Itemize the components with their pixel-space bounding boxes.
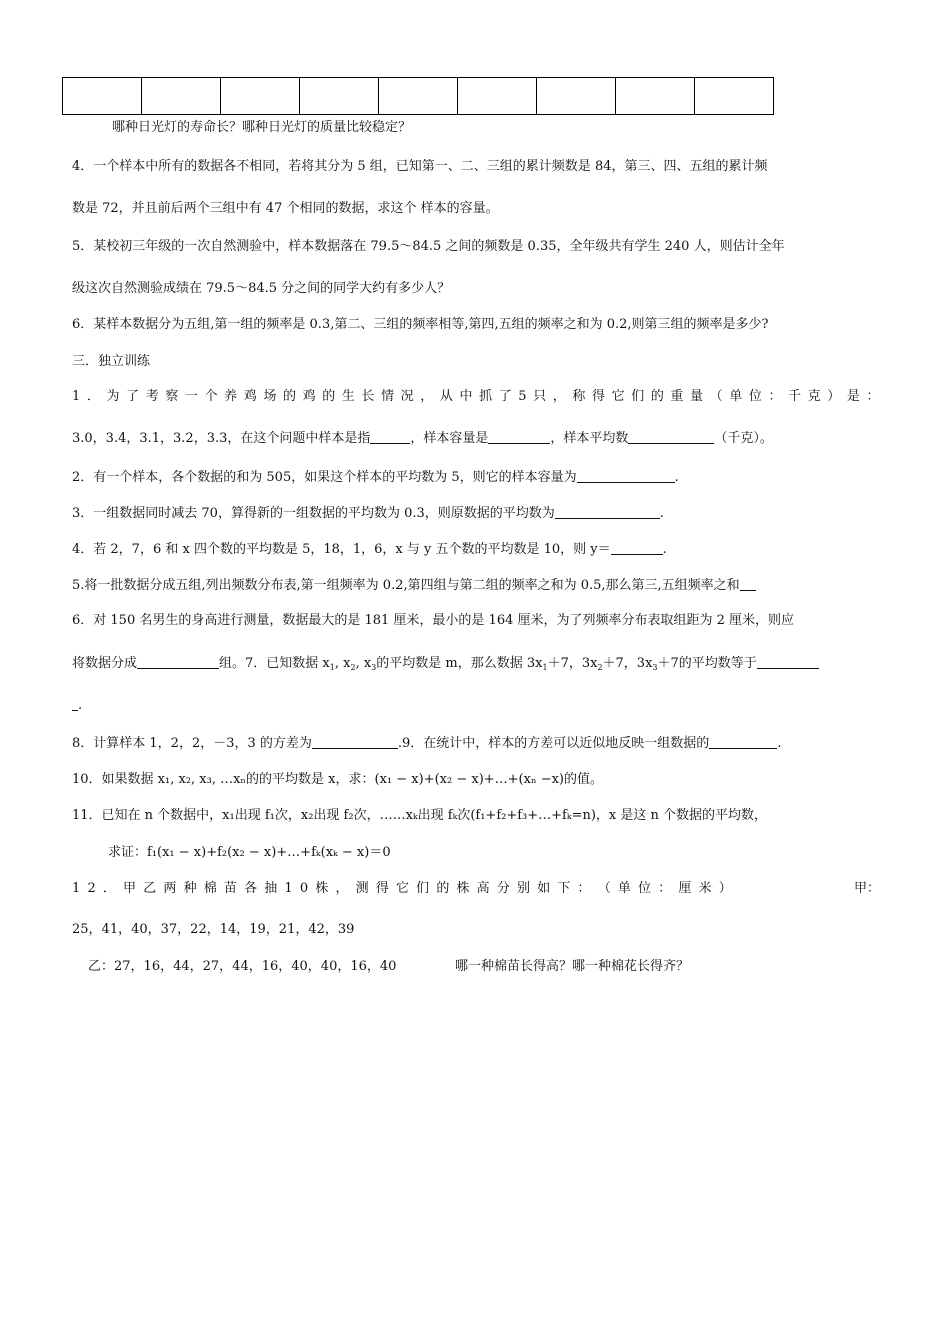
char: 个: [204, 389, 218, 404]
blank[interactable]: [312, 736, 398, 749]
text: .: [674, 470, 679, 485]
char: 如: [537, 881, 551, 896]
char: 2: [87, 881, 96, 896]
char: 抓: [479, 389, 493, 404]
blank[interactable]: [72, 698, 78, 711]
char: 位: [638, 881, 652, 896]
text: 4．若 2，7，6 和 x 四个数的平均数是 5，18，1，6，x 与 y 五个数的平均数是 10，则 y＝: [72, 542, 611, 557]
char: 只: [533, 389, 547, 404]
char: 们: [416, 881, 430, 896]
char: 株: [315, 881, 329, 896]
char: 它: [395, 881, 409, 896]
char: 的: [650, 389, 664, 404]
char: 们: [631, 389, 645, 404]
blank[interactable]: [577, 470, 675, 483]
question-lamp: 哪种日光灯的寿命长？哪种日光灯的质量比较稳定？: [112, 120, 412, 135]
char: 下: [557, 881, 571, 896]
blank[interactable]: [555, 506, 660, 519]
char: ：: [768, 389, 782, 404]
char: 别: [517, 881, 531, 896]
char: ：: [577, 881, 591, 896]
exercise-4: [72, 541, 667, 559]
blank-continuation: .: [72, 697, 82, 715]
blank[interactable]: [757, 656, 819, 669]
char: 高: [476, 881, 490, 896]
table-cell: [142, 78, 221, 115]
exercise-5: [72, 577, 756, 595]
char: 分: [496, 881, 510, 896]
char: 苗: [223, 881, 237, 896]
blank[interactable]: [137, 656, 219, 669]
char: 单: [617, 881, 631, 896]
char: ，: [552, 389, 566, 404]
char: （: [709, 389, 723, 404]
text: 将数据分成: [72, 656, 138, 671]
text: ，样本平均数: [550, 431, 629, 446]
text: 的平均数是 m，那么数据 3x: [376, 656, 543, 671]
blank[interactable]: [628, 431, 714, 444]
char: 得: [375, 881, 389, 896]
table-cell: [537, 78, 616, 115]
char: 它: [611, 389, 625, 404]
char: 得: [591, 389, 605, 404]
table-cell: [221, 78, 300, 115]
char: 种: [183, 881, 197, 896]
char: 1: [72, 881, 81, 896]
char: ）: [718, 881, 732, 896]
char: ）: [827, 389, 841, 404]
text: 组。7．已知数据 x: [219, 656, 330, 671]
char: 株: [456, 881, 470, 896]
table-cell: [695, 78, 774, 115]
text: .: [777, 736, 782, 751]
table-cell: [300, 78, 379, 115]
table-cell: [379, 78, 458, 115]
problem-4-line1: 4．一个样本中所有的数据各不相同，若将其分为 5 组，已知第一、二、三组的累计频数是 84，第三、四、五组的累计频: [72, 159, 768, 174]
char: 一: [184, 389, 198, 404]
char: 的: [436, 881, 450, 896]
text: .: [662, 542, 667, 557]
data-table: [62, 77, 774, 115]
text: （千克）。: [714, 431, 773, 446]
blank[interactable]: [709, 736, 777, 749]
char: 测: [355, 881, 369, 896]
text: 2．有一个样本，各个数据的和为 505，如果这个样本的平均数为 5，则它的样本容量为: [72, 470, 577, 485]
table-cell: [63, 78, 142, 115]
section-heading: 三．独立训练: [72, 354, 151, 369]
char: 从: [439, 389, 453, 404]
exercise-12-line1: [72, 880, 880, 898]
problem-5-line1: 5．某校初三年级的一次自然测验中，样本数据落在 79.5～84.5 之间的频数是 0.35，全年级共有学生 240 人，则估计全年: [72, 239, 785, 254]
char: 厘: [678, 881, 692, 896]
exercise-11-line1: 11．已知在 n 个数据中，x₁出现 f₁次，x₂出现 f₂次，……xₖ出现 fₖ次(f₁+f₂+f₃+…+fₖ=n)，x 是这 n 个数据的平均数，: [72, 808, 768, 823]
char: 的: [282, 389, 296, 404]
blank[interactable]: [740, 578, 756, 591]
char: 1: [284, 881, 293, 896]
exercise-6-line1: 6．对 150 名男生的身高进行测量，数据最大的是 181 厘米，最小的是 164 厘米，为了列频率分布表取组距为 2 厘米，则应: [72, 613, 795, 628]
exercise-3: [72, 505, 664, 523]
char: 乙: [143, 881, 157, 896]
blank[interactable]: [370, 431, 410, 444]
char: 1: [72, 389, 81, 404]
char: 位: [748, 389, 762, 404]
text: 3．一组数据同时减去 70，算得新的一组数据的平均数为 0.3，则原数据的平均数为: [72, 506, 555, 521]
char: 0: [299, 881, 309, 896]
exercise-12-yi-data: 乙：27，16，44，27，44，16，40，40，16，40: [88, 959, 397, 974]
exercise-1-line1: [72, 388, 880, 406]
char: 中: [459, 389, 473, 404]
char: ．: [102, 881, 116, 896]
table-cell: [458, 78, 537, 115]
exercise-12-jia-data: 25，41，40，37，22，14，19，21，42，39: [72, 922, 355, 937]
exercise-10: 10．如果数据 x₁, x₂, x₃, …xₙ的的平均数是 x，求：(x₁ − x)+(x₂ − x)+…+(xₙ −x)的值。: [72, 772, 604, 787]
char: 各: [244, 881, 258, 896]
char: 鸡: [243, 389, 257, 404]
char: 甲: [123, 881, 137, 896]
problem-5-line2: 级这次自然测验成绩在 79.5～84.5 分之间的同学大约有多少人？: [72, 281, 451, 296]
char: 克: [807, 389, 821, 404]
char: 重: [670, 389, 684, 404]
exercise-11-proof: 求证：f₁(x₁ − x)+f₂(x₂ − x)+…+fₖ(xₖ − x)＝0: [108, 845, 391, 860]
exercise-6-7-line: 将数据分成 组。7．已知数据 $x_1$, $x_2$, $x_3$的平均数是 m，那么数据 $3x_1+7$，$3x_2+7$，$3x_3+7$的平均数等于: [72, 655, 819, 677]
text: 的平均数等于: [678, 656, 757, 671]
char: 米: [698, 881, 712, 896]
char: 了: [126, 389, 140, 404]
char: ，: [335, 881, 349, 896]
char: ：: [866, 389, 880, 404]
char: 称: [572, 389, 586, 404]
text: 5.将一批数据分成五组,列出频数分布表,第一组频率为 0.2,第四组与第二组的频率之和为 0.5,那么第三,五组频率之和: [72, 578, 740, 593]
exercise-2: [72, 469, 679, 487]
char: 况: [400, 389, 414, 404]
text: .: [659, 506, 664, 521]
exercise-8-9: [72, 735, 781, 753]
char: 棉: [203, 881, 217, 896]
char: ：: [658, 881, 672, 896]
table-row: [63, 78, 774, 115]
text: 8．计算样本 1，2，2，－3，3 的方差为: [72, 736, 312, 751]
exercise-1-line2: [72, 430, 773, 448]
text: [72, 880, 732, 898]
text: .9．在统计中，样本的方差可以近似地反映一组数据的: [397, 736, 710, 751]
char: 鸡: [302, 389, 316, 404]
char: 两: [163, 881, 177, 896]
char: 量: [690, 389, 704, 404]
char: 了: [498, 389, 512, 404]
char: 察: [165, 389, 179, 404]
exercise-12-question: 哪一种棉苗长得高？哪一种棉花长得齐？: [455, 959, 690, 974]
char: 生: [341, 389, 355, 404]
char: （: [597, 881, 611, 896]
problem-4-line2: 数是 72，并且前后两个三组中有 47 个相同的数据，求这个 样本的容量。: [72, 201, 499, 216]
char: 情: [381, 389, 395, 404]
char: 长: [361, 389, 375, 404]
char: 养: [224, 389, 238, 404]
blank[interactable]: [488, 431, 550, 444]
char: 考: [145, 389, 159, 404]
table-cell: [616, 78, 695, 115]
text: 3.0，3.4，3.1，3.2，3.3，在这个问题中样本是指: [72, 431, 371, 446]
char: 5: [518, 389, 527, 404]
char: 抽: [264, 881, 278, 896]
char: 为: [106, 389, 120, 404]
char: 场: [263, 389, 277, 404]
text: 甲：: [853, 881, 880, 896]
blank[interactable]: [611, 542, 663, 555]
text: ，样本容量是: [410, 431, 489, 446]
char: 千: [788, 389, 802, 404]
char: 的: [322, 389, 336, 404]
problem-6: 6．某样本数据分为五组,第一组的频率是 0.3,第二、三组的频率相等,第四,五组的频率之和为 0.2,则第三组的频率是多少?: [72, 317, 769, 332]
char: 单: [729, 389, 743, 404]
char: ，: [420, 389, 434, 404]
char: ．: [86, 389, 100, 404]
char: 是: [846, 389, 860, 404]
